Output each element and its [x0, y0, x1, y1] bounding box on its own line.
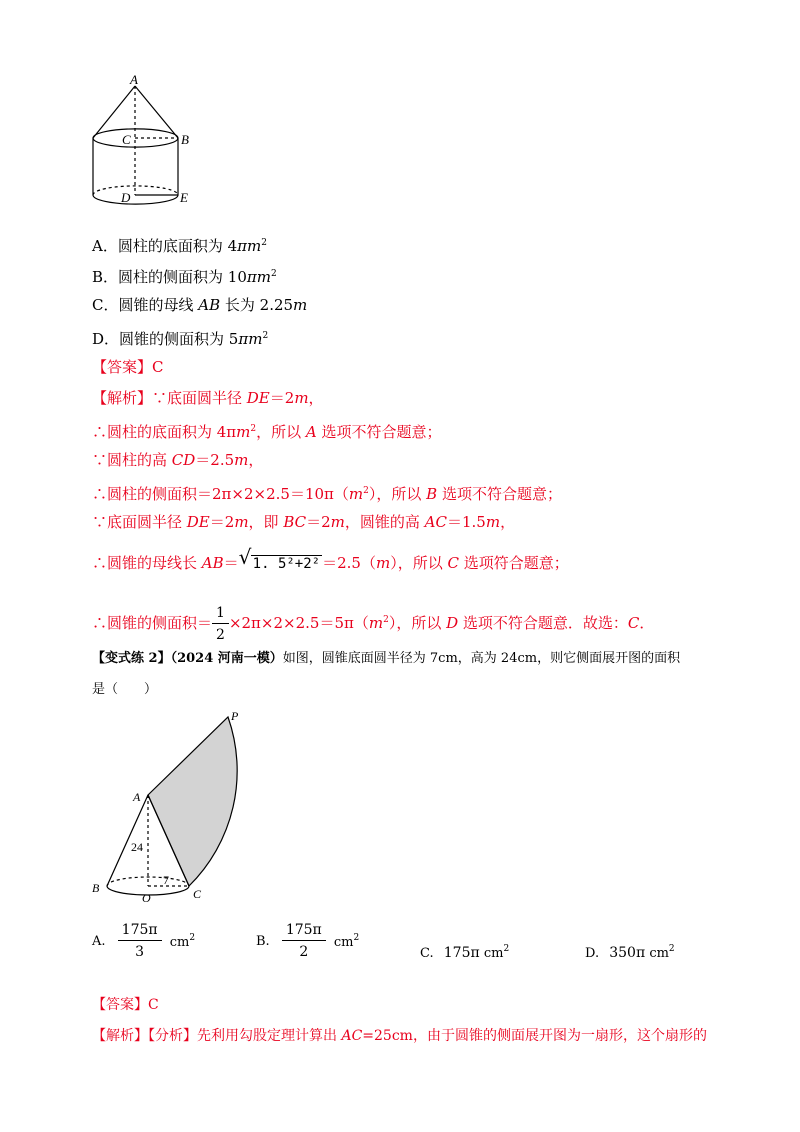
label-height: 24: [131, 840, 143, 854]
analysis-1-line-4: ∴圆柱的侧面积$=2\pi\times 2\times 2.5=10\pi(m^2)$，所以 B 选项不符合题意；: [92, 485, 562, 503]
analysis-1-line-3: ∵圆柱的高 CD＝2.5m，: [92, 451, 264, 469]
label-o: O: [142, 891, 151, 905]
option2-b: B. $\frac{175\pi}{2}$ $cm^2$: [256, 922, 360, 960]
analysis-1-line-5: ∵底面圆半径 DE＝2m，即 BC＝2m，圆锥的高 AC＝1.5m，: [92, 513, 516, 531]
analysis-1-line-1: 【解析】∵底面圆半径 DE＝2m，: [92, 389, 324, 407]
sqrt-expression: √ 1. 5²+2²: [238, 545, 321, 572]
option2-d: D. 350π $cm^2$: [585, 944, 675, 961]
label-b: B: [92, 881, 100, 895]
label-b: B: [181, 132, 189, 147]
option-c: C．圆锥的母线 AB 长为 2.25m: [92, 296, 308, 314]
analysis-1-line-6: ∴圆锥的母线长 AB＝ √ 1. 5²+2² ＝2.5（m），所以 C 选项符合题意；: [92, 552, 569, 575]
label-radius: 7: [163, 873, 169, 887]
label-c: C: [193, 887, 202, 901]
fraction-half: $\frac{1}{2}$: [212, 603, 229, 646]
option-b: B．圆柱的侧面积为 $10\pi m^2$: [92, 268, 277, 286]
cone-cylinder-figure: [80, 72, 200, 212]
label-p: P: [231, 709, 239, 723]
answer-2: 【答案】C: [92, 997, 159, 1013]
option2-c: C. 175π $cm^2$: [420, 944, 510, 961]
option-d: D．圆锥的侧面积为 $5\pi m^2$: [92, 330, 269, 348]
cone-sector-figure: [85, 708, 305, 908]
option-a: A．圆柱的底面积为 $4\pi m^2$: [92, 237, 267, 255]
analysis-2-line-1: 【解析】【分析】先利用勾股定理计算出 AC=25cm，由于圆锥的侧面展开图为一扇形，这个扇形的: [92, 1028, 707, 1044]
label-d: D: [121, 190, 131, 205]
problem-2-line-2: 是（ ）: [92, 682, 158, 697]
label-a: A: [133, 790, 141, 804]
analysis-1-line-2: ∴圆柱的底面积为 $4\pi m^2$，所以 A 选项不符合题意；: [92, 423, 442, 441]
label-e: E: [180, 190, 188, 205]
option2-a: A. $\frac{175\pi}{3}$ $cm^2$: [92, 922, 196, 960]
label-c: C: [122, 132, 131, 147]
analysis-1-line-7: ∴圆锥的侧面积＝ $\frac{1}{2}$ $\times 2\pi\times 2\times 2.5=5\pi(m^2)$，所以 D 选项不符合题意．故选：C．: [92, 598, 654, 646]
answer-1: 【答案】C: [92, 358, 164, 376]
problem-2-line-1: 【变式练 2】（2024 河南一模）如图，圆锥底面圆半径为 7cm，高为 24cm，则它侧面展开图的面积: [92, 651, 681, 666]
label-a: A: [130, 72, 138, 87]
